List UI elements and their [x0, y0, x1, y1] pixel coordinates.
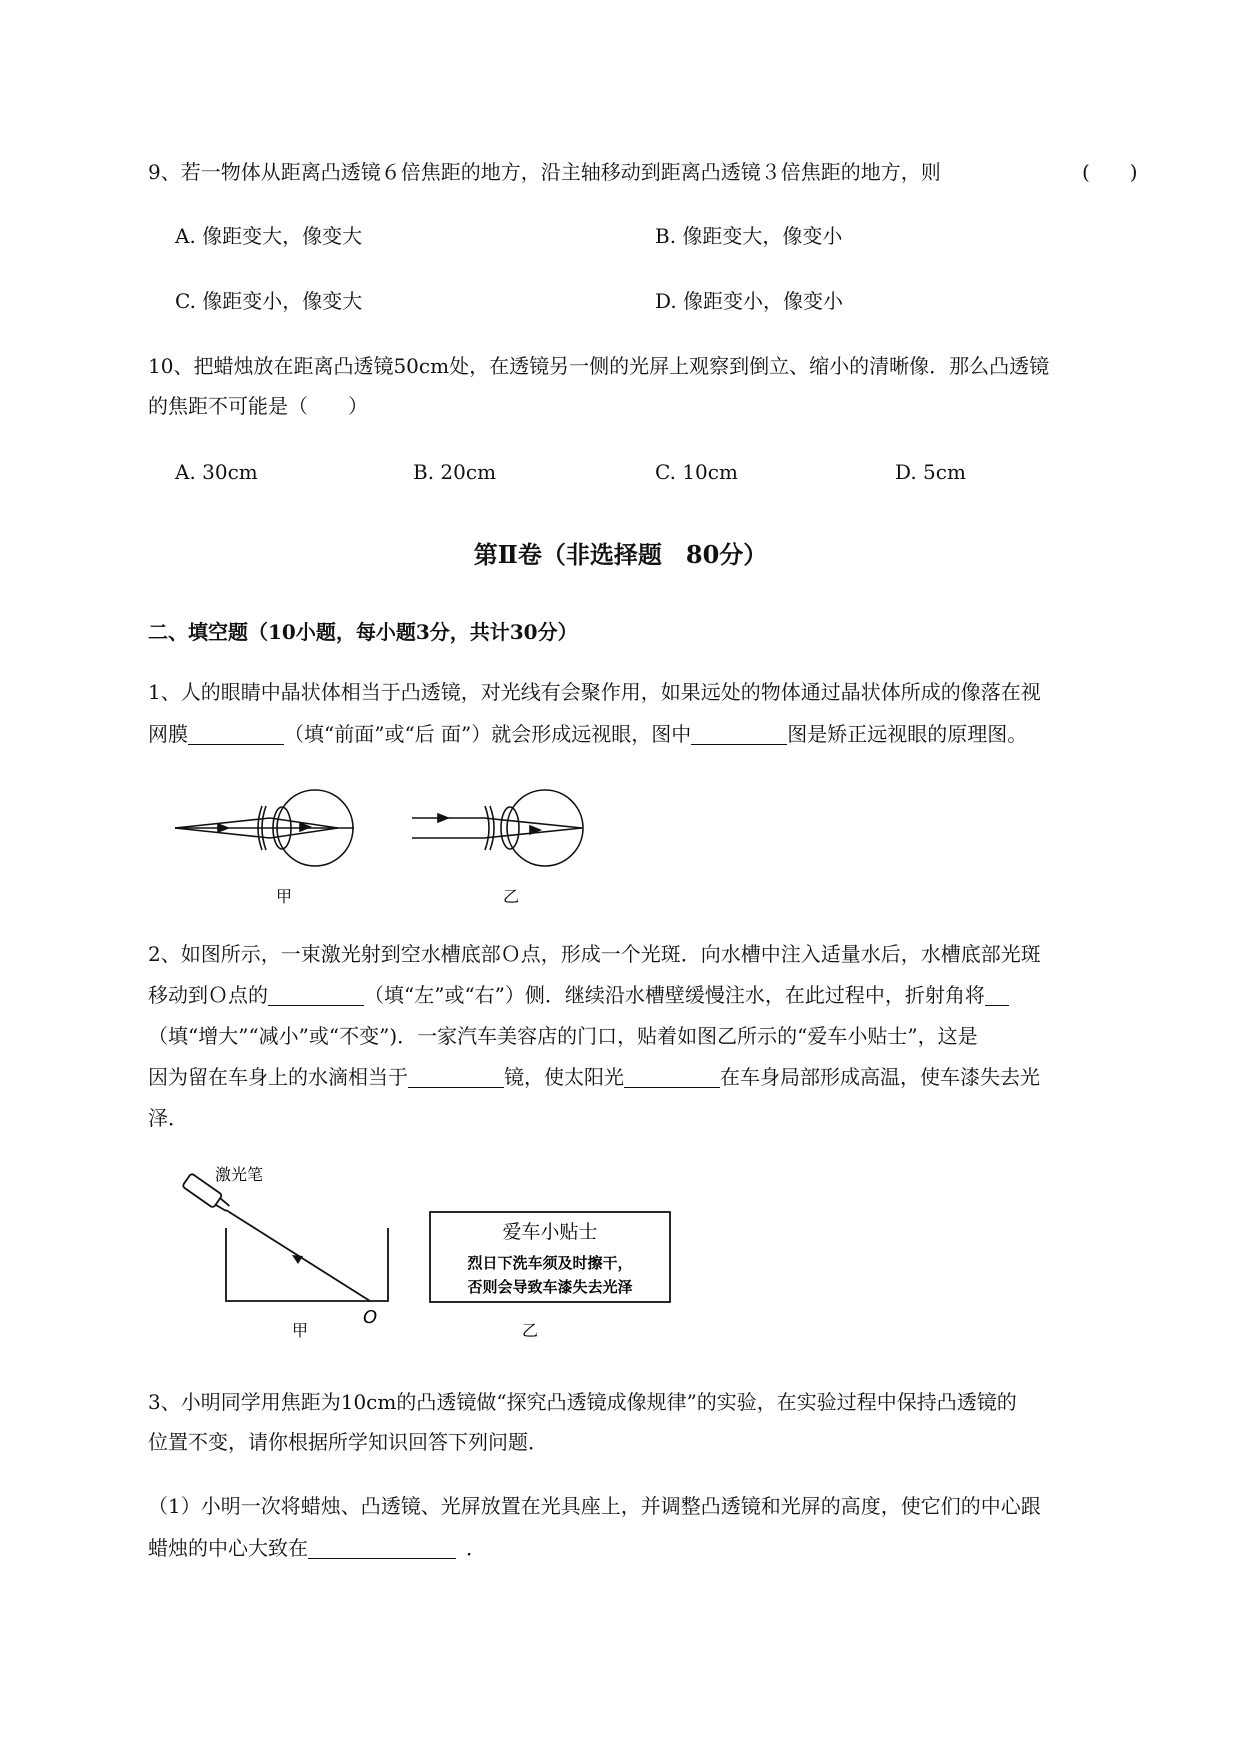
- eye-label-b: 乙: [503, 887, 520, 906]
- f3-sub1-line2: [148, 1534, 486, 1562]
- f2-stem-line5: 泽．: [148, 1106, 188, 1130]
- car-tip-line2: 否则会导致车漆失去光泽: [467, 1278, 633, 1296]
- f3-text-b: ．: [466, 1536, 486, 1560]
- f2-text-d: 镜，使太阳光: [504, 1065, 624, 1089]
- section-subtitle: 二、填空题（10小题，每小题3分，共计30分）: [148, 620, 578, 644]
- f2-text-a: 移动到Ｏ点的: [148, 983, 268, 1007]
- f2-text-c: 因为留在车身上的水滴相当于: [148, 1065, 408, 1089]
- f2-stem-line2: [148, 981, 1009, 1009]
- q10-option-c: C. 10cm: [655, 460, 738, 484]
- water-tank: [226, 1228, 388, 1301]
- q10-option-a: A. 30cm: [175, 460, 258, 484]
- f2-stem-line1: 2、如图所示，一束激光射到空水槽底部Ｏ点，形成一个光斑．向水槽中注入适量水后，水槽底部光斑: [148, 942, 1041, 966]
- q9-option-c: C. 像距变小，像变大: [175, 289, 363, 313]
- beam-arrow-icon: [292, 1255, 303, 1264]
- q9-stem: 9、若一物体从距离凸透镜６倍焦距的地方，沿主轴移动到距离凸透镜３倍焦距的地方，则: [148, 160, 941, 184]
- f3-sub1-line1: （1）小明一次将蜡烛、凸透镜、光屏放置在光具座上，并调整凸透镜和光屏的高度，使它们的中心跟: [148, 1494, 1041, 1518]
- section-title: 第Ⅱ卷（非选择题 80分）: [473, 540, 768, 569]
- f1-stem-line2: [148, 720, 1027, 748]
- q10-option-b: B. 20cm: [413, 460, 497, 484]
- q9-answer-paren: ( ): [1082, 160, 1138, 184]
- f1-blank-2[interactable]: [691, 722, 787, 745]
- f2-blank-2[interactable]: [985, 983, 1009, 1006]
- f3-stem-line2: 位置不变，请你根据所学知识回答下列问题．: [148, 1430, 548, 1454]
- f3-stem-line1: 3、小明同学用焦距为10cm的凸透镜做“探究凸透镜成像规律”的实验，在实验过程中保持凸透镜的: [148, 1390, 1017, 1414]
- q9-option-a: A. 像距变大，像变大: [175, 224, 363, 248]
- laser-pen-label: 激光笔: [215, 1165, 264, 1184]
- eye-diagram-b: [412, 790, 583, 866]
- f1-text-b: （填“前面”或“后 面”）就会形成远视眼，图中: [284, 722, 692, 746]
- f2-stem-line3: （填“增大”“减小”或“不变”)．一家汽车美容店的门口，贴着如图乙所示的“爱车小贴士”，这是: [148, 1024, 978, 1048]
- f2-stem-line4: [148, 1063, 1040, 1091]
- f2-text-e: 在车身局部形成高温，使车漆失去光: [720, 1065, 1040, 1089]
- q10-stem-line1: 10、把蜡烛放在距离凸透镜50cm处，在透镜另一侧的光屏上观察到倒立、缩小的清晰像．那么凸透镜: [148, 354, 1050, 378]
- tank-fig-label: 甲: [292, 1321, 309, 1340]
- f1-text-a: 网膜: [148, 722, 188, 746]
- eye-label-a: 甲: [276, 887, 293, 906]
- f2-text-b: （填“左”或“右”）侧．继续沿水槽壁缓慢注水，在此过程中，折射角将: [364, 983, 985, 1007]
- q9-option-b: B. 像距变大，像变小: [655, 224, 843, 248]
- f3-blank-1[interactable]: [308, 1536, 456, 1559]
- f2-blank-1[interactable]: [268, 983, 364, 1006]
- f3-text-a: 蜡烛的中心大致在: [148, 1536, 308, 1560]
- f1-stem-line1: 1、人的眼睛中晶状体相当于凸透镜，对光线有会聚作用，如果远处的物体通过晶状体所成的像落在视: [148, 680, 1041, 704]
- point-o-label: O: [363, 1307, 378, 1328]
- q10-stem-line2: 的焦距不可能是（ ）: [148, 394, 368, 418]
- laser-beam: [226, 1210, 370, 1301]
- laser-tank-diagram: [170, 1160, 690, 1340]
- car-tip-title: 爱车小贴士: [502, 1221, 598, 1243]
- q9-option-d: D. 像距变小，像变小: [655, 289, 844, 313]
- car-tip-line1: 烈日下洗车须及时擦干，: [467, 1254, 633, 1272]
- f2-blank-3[interactable]: [408, 1065, 504, 1088]
- q10-option-d: D. 5cm: [895, 460, 966, 484]
- eye-diagram: [170, 780, 600, 910]
- f2-blank-4[interactable]: [624, 1065, 720, 1088]
- tip-fig-label: 乙: [522, 1321, 539, 1340]
- f1-text-c: 图是矫正远视眼的原理图。: [787, 722, 1028, 746]
- eye-diagram-a: [175, 790, 354, 866]
- f1-blank-1[interactable]: [188, 722, 284, 745]
